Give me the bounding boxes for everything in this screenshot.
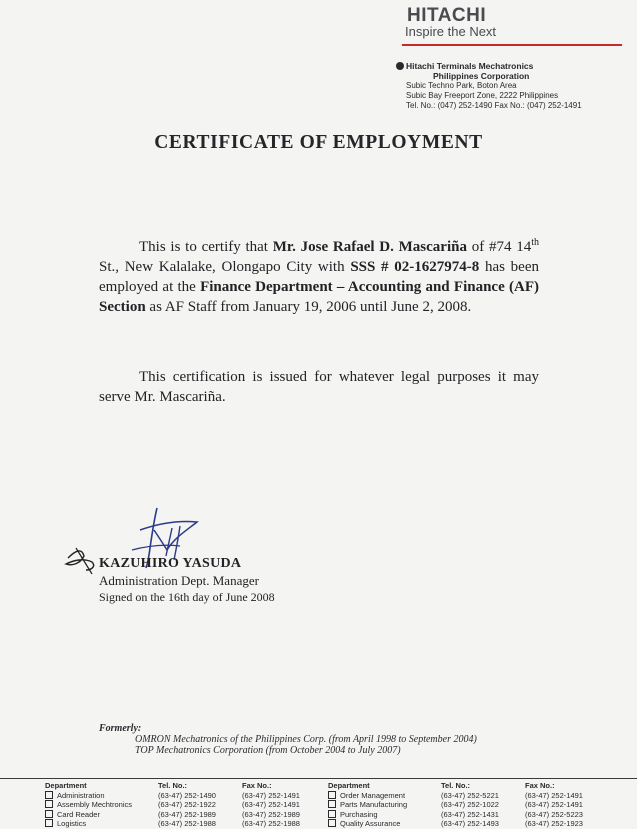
formerly-block [99, 723, 477, 756]
signed-date: Signed on the 16th day of June 2008 [99, 590, 275, 604]
checkbox-icon [328, 819, 336, 827]
employee-name: Mr. Jose Rafael D. Mascariña [272, 239, 467, 255]
company-name-line2: Philippines Corporation [433, 71, 530, 81]
company-name-line1: Hitachi Terminals Mechatronics [396, 61, 582, 71]
checkbox-icon [45, 791, 53, 799]
hitachi-logo: HITACHI [407, 5, 487, 26]
checkbox-icon [328, 800, 336, 808]
list-item: Logistics [45, 819, 132, 829]
checkbox-icon [45, 800, 53, 808]
company-address2: Subic Bay Freeport Zone, 2222 Philippines [406, 91, 559, 100]
department-name: Finance Department – Accounting and Finance (AF) Section [99, 279, 539, 315]
footer-col-tel-right: Tel. No.: (63-47) 252-5221 (63-47) 252-1022 (63-47) 252-1431 (63-47) 252-1493 [441, 781, 499, 828]
checkbox-icon [328, 810, 336, 818]
checkbox-icon [45, 819, 53, 827]
list-item: Assembly Mechtronics [45, 800, 132, 810]
former-name-1: OMRON Mechatronics of the Philippines Corp. (from April 1998 to September 2004) [135, 734, 477, 745]
company-contact: Tel. No.: (047) 252-1490 Fax No.: (047) 252-1491 [406, 101, 582, 110]
document-title: CERTIFICATE OF EMPLOYMENT [154, 132, 483, 153]
list-item: Order Management [328, 791, 407, 801]
list-item: Quality Assurance [328, 819, 407, 829]
certification-paragraph: This is to certify that Mr. Jose Rafael D. Mascariña of #74 14th St., New Kalalake, Olongapo City with SSS # 02-1627974-8 has been employed at the Finance Department – Accounting and Finance (AF) Section as AF Staff from January 19, 2006 until June 2, 2008. [99, 237, 539, 315]
checkbox-icon [45, 810, 53, 818]
list-item: Parts Manufacturing [328, 800, 407, 810]
list-item: Purchasing [328, 810, 407, 820]
footer-col-fax-right: Fax No.: (63-47) 252-1491 (63-47) 252-1491 (63-47) 252-5223 (63-47) 252-1923 [525, 781, 583, 828]
sss-number: SSS # 02-1627974-8 [350, 259, 480, 275]
signatory-block [99, 555, 275, 606]
footer-col-fax-left: Fax No.: (63-47) 252-1491 (63-47) 252-1491 (63-47) 252-1989 (63-47) 252-1988 [242, 781, 300, 828]
company-address1: Subic Techno Park, Boton Area [406, 81, 517, 90]
footer-rule [0, 778, 637, 779]
checkbox-icon [328, 791, 336, 799]
former-name-2: TOP Mechatronics Corporation (from October 2004 to July 2007) [135, 745, 401, 756]
company-mark-icon [396, 62, 404, 70]
signatory-name: KAZUHIRO YASUDA [99, 556, 242, 571]
logo-tagline: Inspire the Next [405, 24, 497, 39]
letterhead-rule [402, 44, 622, 46]
list-item: Card Reader [45, 810, 132, 820]
list-item: Administration [45, 791, 132, 801]
footer-col-tel-left: Tel. No.: (63-47) 252-1490 (63-47) 252-1922 (63-47) 252-1989 (63-47) 252-1988 [158, 781, 216, 828]
purpose-paragraph: This certification is issued for whatever legal purposes it may serve Mr. Mascariña. [99, 369, 539, 405]
footer-col-departments-right: Department Order Management Parts Manufacturing Purchasing Quality Assurance [328, 781, 408, 828]
company-block [396, 61, 582, 111]
signatory-position: Administration Dept. Manager [99, 573, 259, 588]
footer-col-departments-left: Department Administration Assembly Mechtronics Card Reader Logistics [45, 781, 133, 828]
formerly-label: Formerly: [99, 723, 142, 734]
